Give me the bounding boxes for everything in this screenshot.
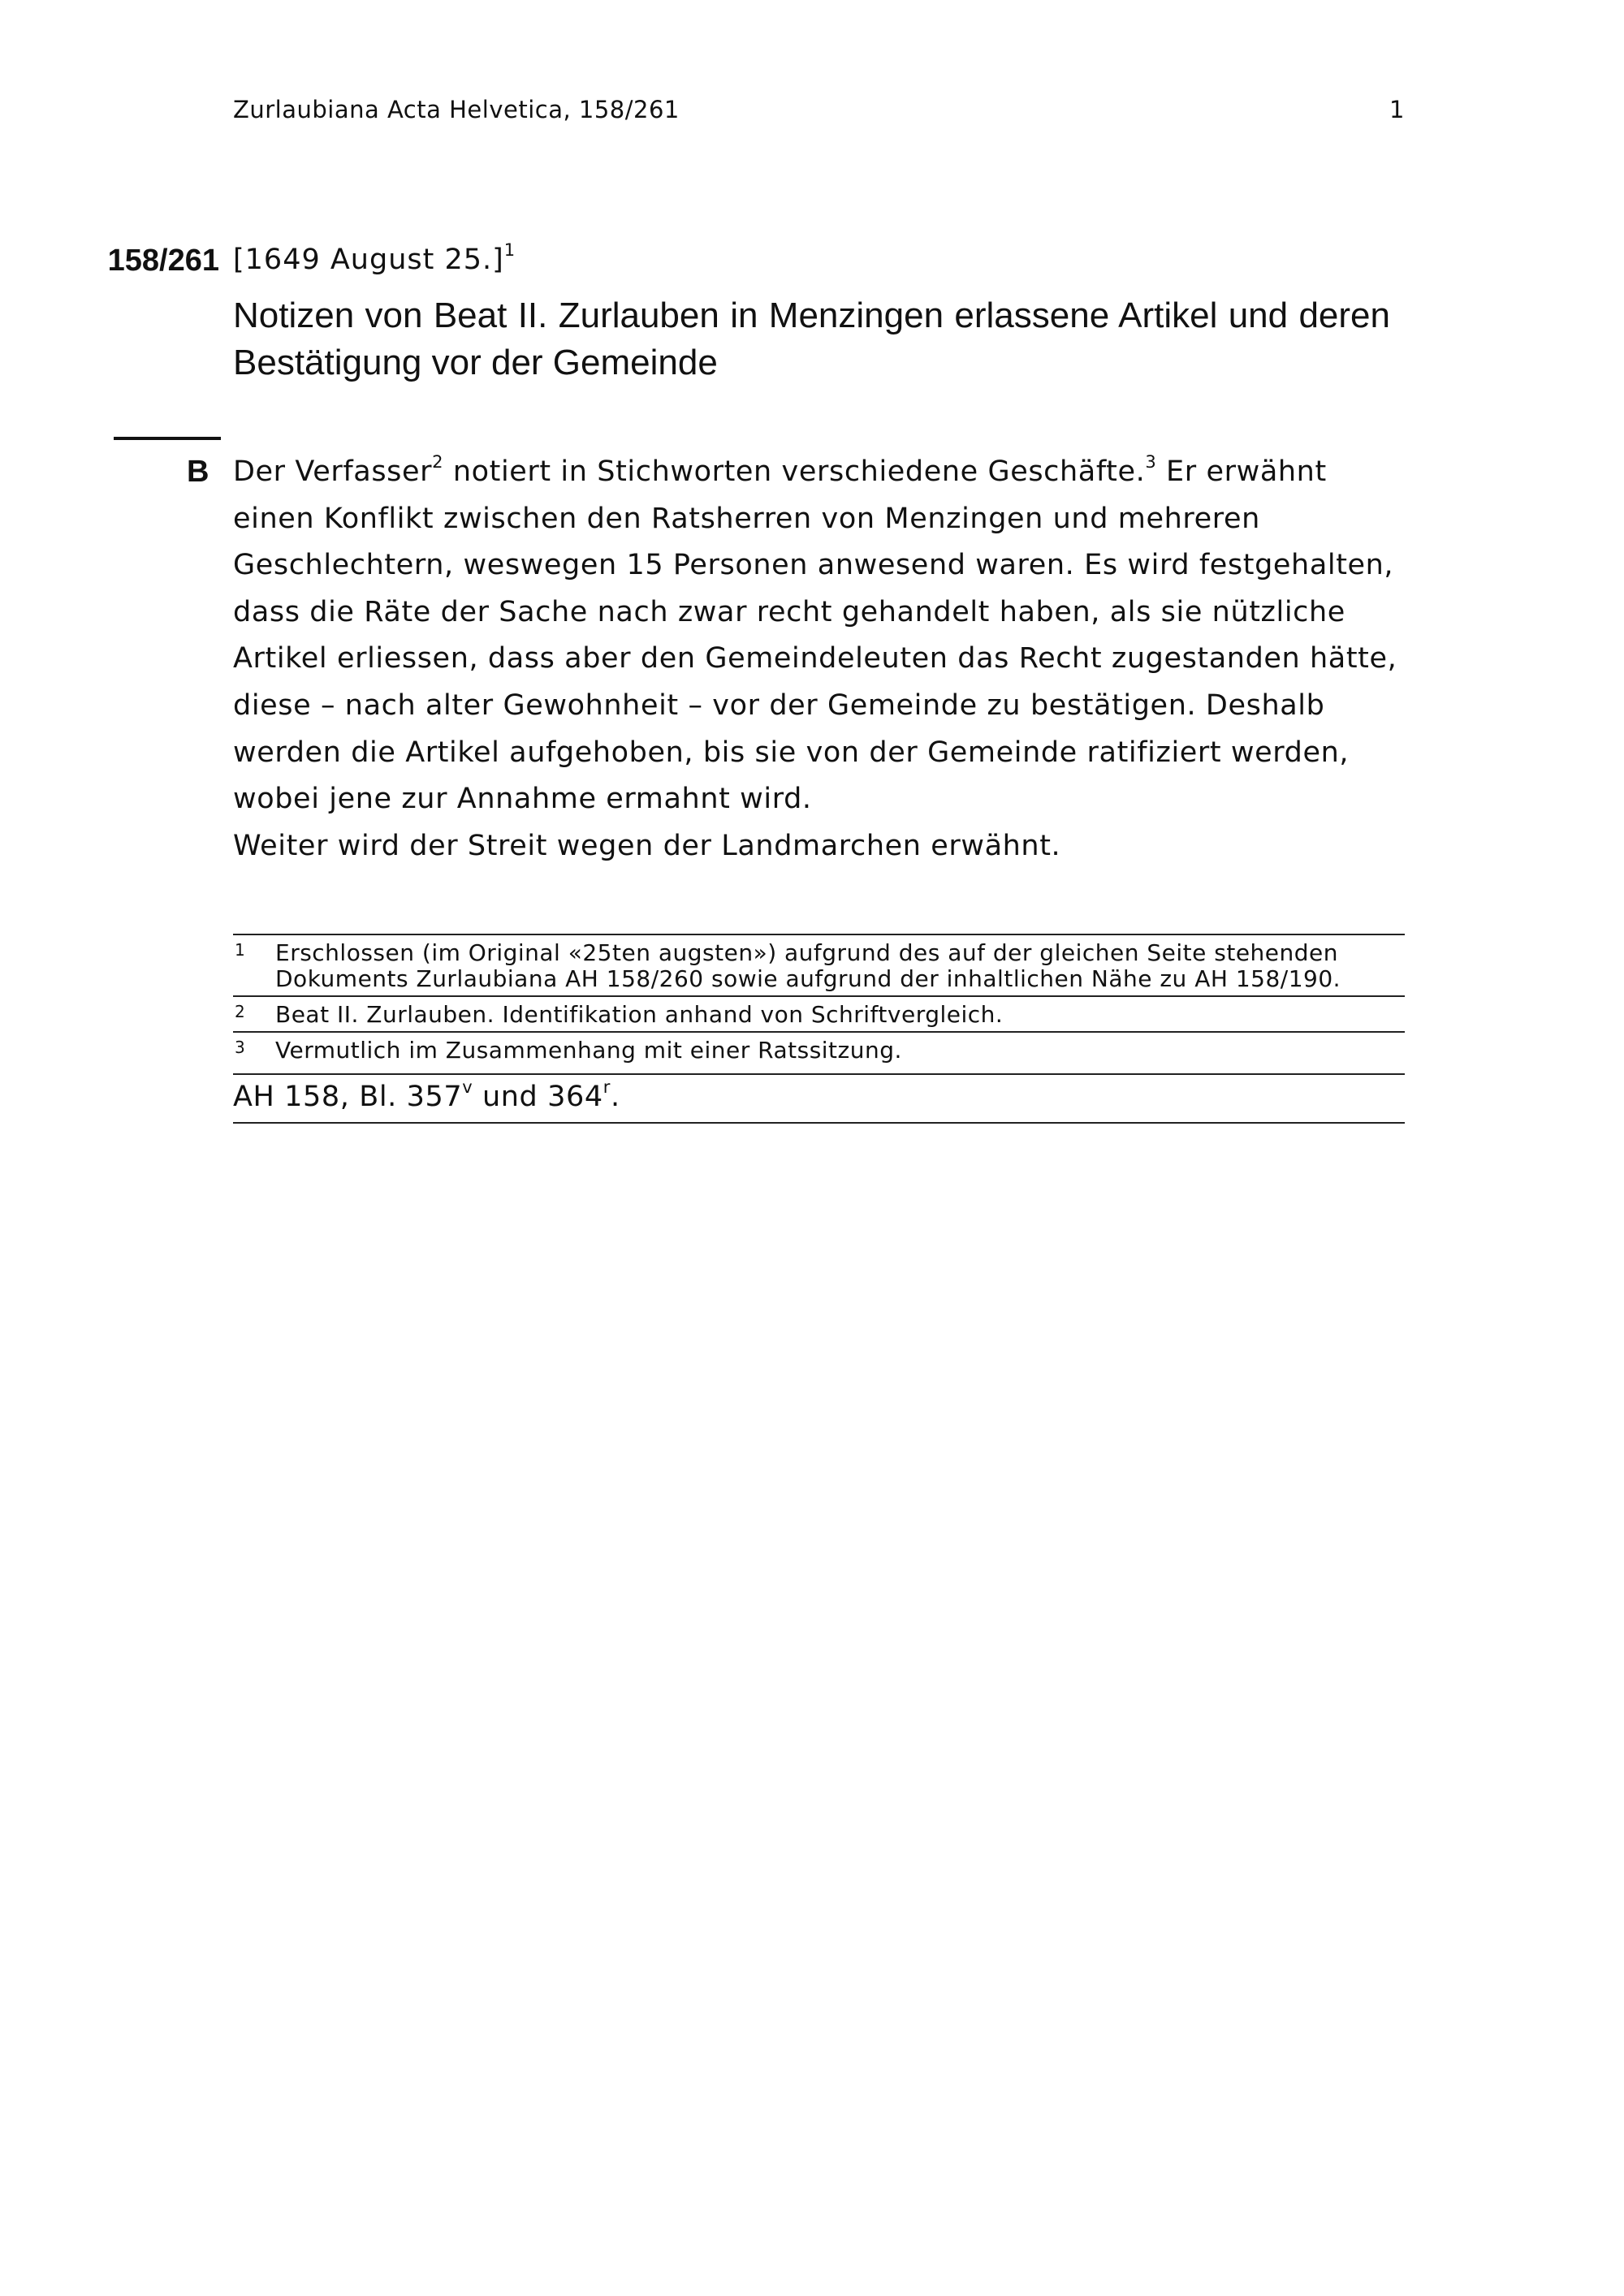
source-text: . bbox=[610, 1081, 620, 1113]
document-date-text: [1649 August 25.] bbox=[233, 244, 504, 276]
section-marker: B bbox=[187, 455, 209, 489]
document-date bbox=[233, 240, 516, 276]
summary-text-part: Der Verfasser bbox=[233, 455, 433, 488]
footnote-1 bbox=[233, 934, 1405, 995]
footnote-ref-1[interactable]: 1 bbox=[503, 240, 516, 261]
summary-text-part: notiert in Stichworten verschiedene Geschäfte. bbox=[443, 455, 1146, 488]
summary-text-part: Er erwähnt einen Konflikt zwischen den Ratsherren von Menzingen und mehreren Geschlechtern, weswegen 15 Personen anwesend waren. Es wird festgehalten, dass die Räte der Sache nach zwar recht gehandelt haben, als sie nützliche Artikel erliessen, dass aber den Gemeindeleuten das Recht zugestanden hätte, diese – nach alter Gewohnheit – vor der Gemeinde zu bestätigen. Deshalb werden die Artikel aufgehoben, bis sie von der Gemeinde ratifiziert werden, wobei jene zur Annahme ermahnt wird. bbox=[233, 455, 1397, 816]
source-text: und 364 bbox=[473, 1081, 603, 1113]
footnote-ref-3[interactable]: 3 bbox=[1145, 452, 1157, 473]
footnote-2 bbox=[233, 995, 1405, 1031]
footnote-number: 3 bbox=[235, 1038, 246, 1057]
footnotes bbox=[233, 934, 1405, 1124]
summary-text bbox=[233, 449, 1405, 870]
source-sup-verso: v bbox=[462, 1077, 473, 1098]
footnote-text: Erschlossen (im Original «25ten augsten») aufgrund des auf der gleichen Seite stehenden Dokuments Zurlaubiana AH 158/260 sowie aufgrund der inhaltlichen Nähe zu AH 158/190. bbox=[275, 939, 1341, 992]
source-text: AH 158, Bl. 357 bbox=[233, 1081, 463, 1113]
section-divider bbox=[114, 437, 221, 440]
footnote-text: Beat II. Zurlauben. Identifikation anhand von Schriftvergleich. bbox=[275, 1001, 1004, 1028]
footnote-3 bbox=[233, 1031, 1405, 1067]
summary-paragraph-2: Weiter wird der Streit wegen der Landmarchen erwähnt. bbox=[233, 829, 1061, 862]
footnote-number: 1 bbox=[235, 940, 246, 960]
footnote-text: Vermutlich im Zusammenhang mit einer Ratssitzung. bbox=[275, 1037, 902, 1064]
footnote-number: 2 bbox=[235, 1002, 246, 1021]
running-head bbox=[233, 96, 1405, 123]
page-number: 1 bbox=[1389, 96, 1405, 123]
summary-paragraph-1 bbox=[233, 449, 1405, 823]
source-sup-recto: r bbox=[603, 1077, 611, 1098]
document-number: 158/261 bbox=[107, 244, 219, 278]
document-title: Notizen von Beat II. Zurlauben in Menzingen erlassene Artikel und deren Bestätigung vor der Gemeinde bbox=[233, 296, 1390, 382]
running-head-title: Zurlaubiana Acta Helvetica, 158/261 bbox=[233, 96, 680, 123]
source-reference bbox=[233, 1073, 1405, 1124]
footnote-ref-2[interactable]: 2 bbox=[432, 452, 444, 473]
